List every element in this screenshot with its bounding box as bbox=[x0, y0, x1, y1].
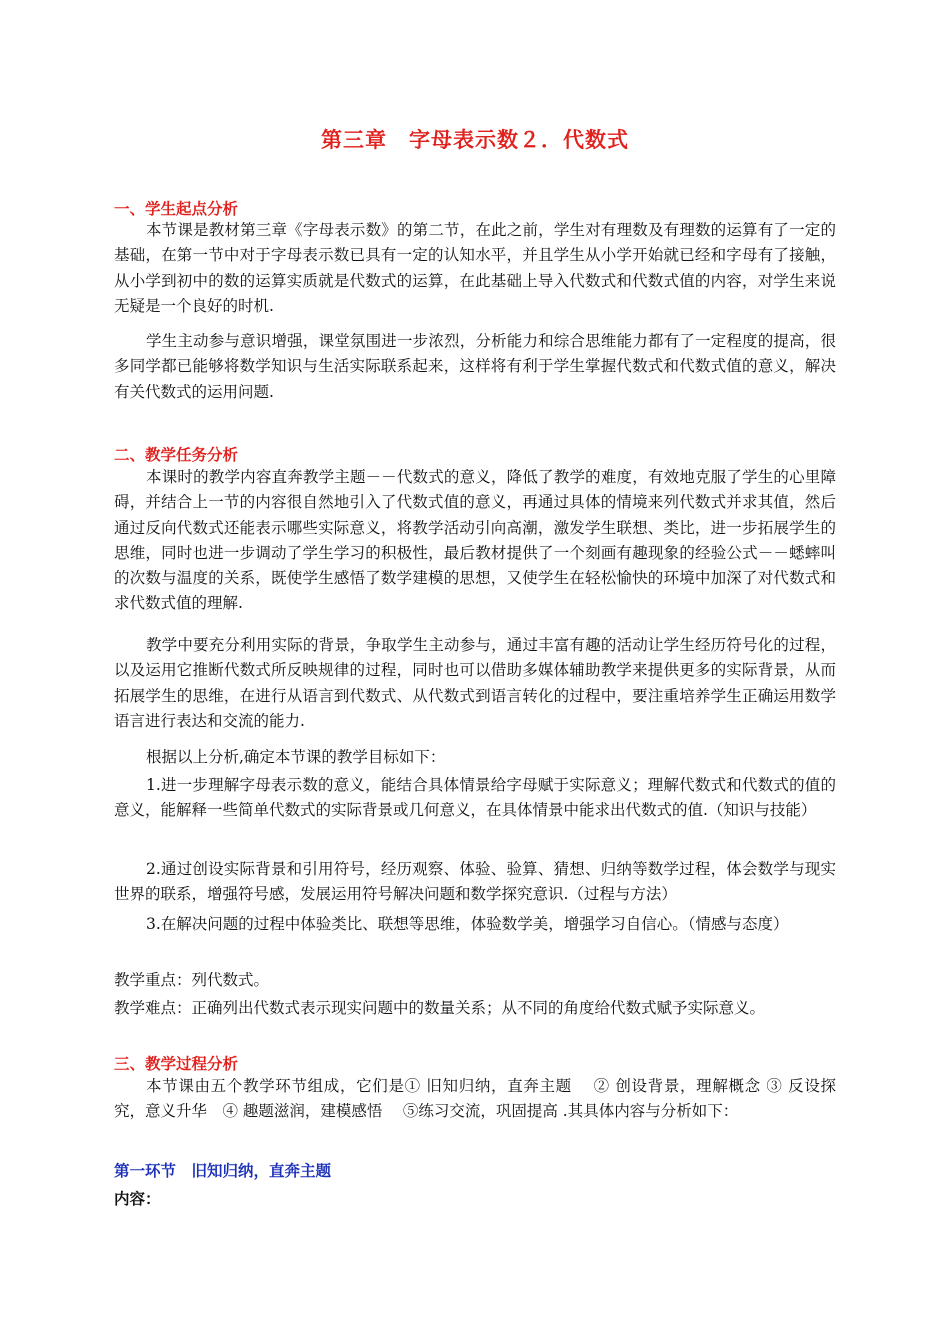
section-1-paragraph-1: 本节课是教材第三章《字母表示数》的第二节，在此之前，学生对有理数及有理数的运算有了一定的基础，在第一节中对于字母表示数已具有一定的认知水平，并且学生从小学开始就已经和字母有了接触，从小学到初中的数的运算实质就是代数式的运算，在此基础上导入代数式和代数式值的内容，对学生来说无疑是一个良好的时机. bbox=[114, 221, 836, 315]
section-heading-2: 二、教学任务分析 bbox=[114, 446, 239, 464]
objective-3: 3.在解决问题的过程中体验类比、联想等思维，体验数学美，增强学习自信心。（情感与态度） bbox=[146, 915, 789, 933]
key-point: 教学重点：列代数式。 bbox=[114, 971, 270, 989]
stage-one-heading: 第一环节 旧知归纳，直奔主题 bbox=[114, 1162, 332, 1180]
section-2-paragraph-3: 根据以上分析,确定本节课的教学目标如下： bbox=[146, 748, 446, 766]
section-heading-3: 三、教学过程分析 bbox=[114, 1055, 239, 1073]
content-label: 内容： bbox=[114, 1190, 161, 1208]
document-title: 第三章 字母表示数２．代数式 bbox=[321, 128, 629, 152]
section-1-paragraph-2: 学生主动参与意识增强，课堂氛围进一步浓烈，分析能力和综合思维能力都有了一定程度的提高，很多同学都已能够将数学知识与生活实际联系起来，这样将有利于学生掌握代数式和代数式值的意义，解决有关代数式的运用问题. bbox=[114, 332, 836, 401]
difficult-point: 教学难点：正确列出代数式表示现实问题中的数量关系；从不同的角度给代数式赋予实际意义。 bbox=[114, 999, 766, 1017]
section-2-paragraph-2: 教学中要充分利用实际的背景，争取学生主动参与，通过丰富有趣的活动让学生经历符号化的过程，以及运用它推断代数式所反映规律的过程，同时也可以借助多媒体辅助教学来提供更多的实际背景，从而拓展学生的思维，在进行从语言到代数式、从代数式到语言转化的过程中，要注重培养学生正确运用数学语言进行表达和交流的能力. bbox=[114, 636, 836, 730]
objective-2: 2.通过创设实际背景和引用符号，经历观察、体验、验算、猜想、归纳等数学过程，体会数学与现实世界的联系，增强符号感，发展运用符号解决问题和数学探究意识.（过程与方法） bbox=[114, 860, 836, 904]
section-2-paragraph-1: 本课时的教学内容直奔教学主题－－代数式的意义，降低了教学的难度，有效地克服了学生的心里障碍，并结合上一节的内容很自然地引入了代数式值的意义，再通过具体的情境来列代数式并求其值，然后通过反向代数式还能表示哪些实际意义，将教学活动引向高潮，激发学生联想、类比，进一步拓展学生的思维，同时也进一步调动了学生学习的积极性，最后教材提供了一个刻画有趣现象的经验公式－－蟋蟀叫的次数与温度的关系，既使学生感悟了数学建模的思想，又使学生在轻松愉快的环境中加深了对代数式和求代数式值的理解. bbox=[114, 468, 836, 613]
section-heading-1: 一、学生起点分析 bbox=[114, 200, 239, 218]
section-3-paragraph-1: 本节课由五个教学环节组成，它们是① 旧知归纳，直奔主题 ② 创设背景，理解概念 ③ 反设探究，意义升华 ④ 趣题滋润，建模感悟 ⑤练习交流，巩固提高 .其具体内容与分析如下： bbox=[114, 1077, 836, 1121]
objective-1: 1.进一步理解字母表示数的意义，能结合具体情景给字母赋于实际意义；理解代数式和代数式的值的意义，能解释一些简单代数式的实际背景或几何意义，在具体情景中能求出代数式的值.（知识与技能） bbox=[114, 776, 836, 820]
